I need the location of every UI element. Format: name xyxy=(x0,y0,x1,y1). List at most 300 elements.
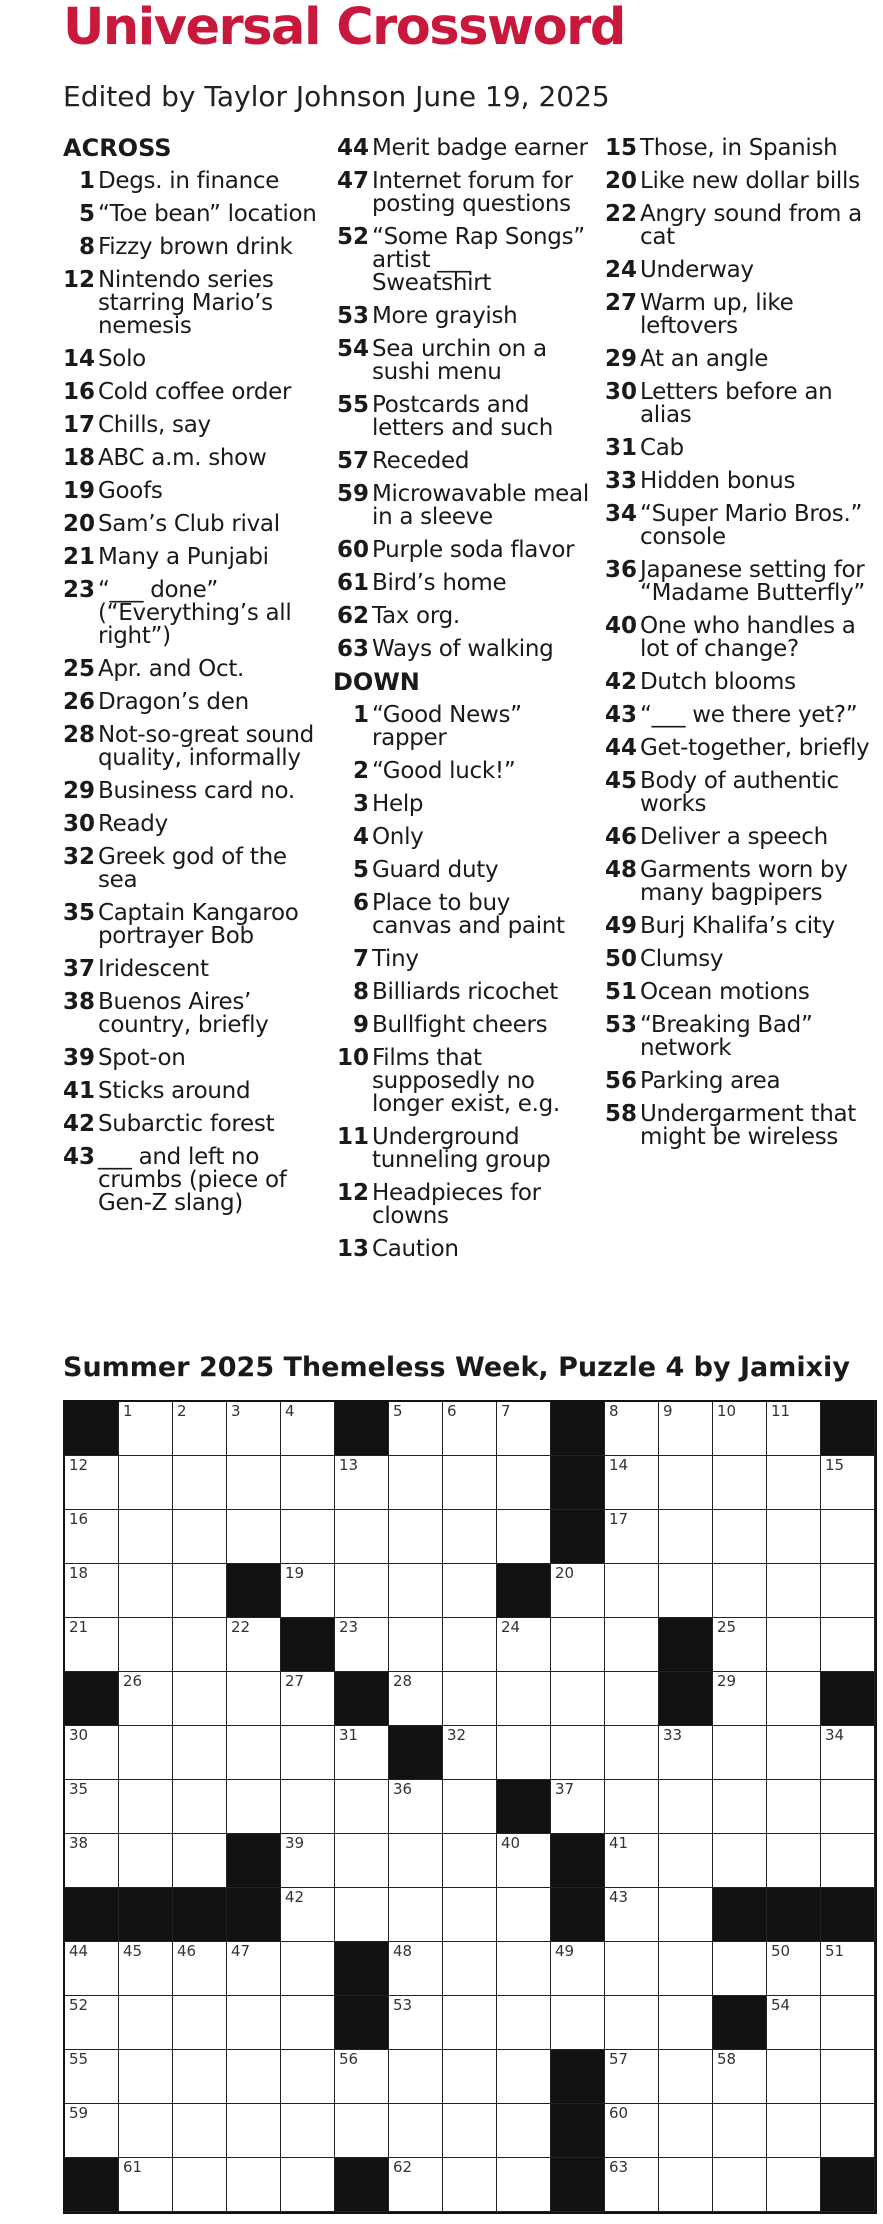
grid-cell[interactable] xyxy=(389,1618,443,1672)
clue-across[interactable] xyxy=(63,986,325,1042)
grid-cell[interactable] xyxy=(227,1618,281,1672)
grid-cell[interactable] xyxy=(821,1942,875,1996)
grid-cell[interactable] xyxy=(767,2104,821,2158)
grid-cell[interactable] xyxy=(659,1834,713,1888)
clue-across[interactable] xyxy=(333,165,595,221)
grid-cell[interactable] xyxy=(335,2104,389,2158)
puzzle-title: Summer 2025 Themeless Week, Puzzle 4 by Jamixiy xyxy=(63,1352,850,1383)
clue-text: Garments worn by many bagpipers xyxy=(640,857,848,906)
clue-down[interactable] xyxy=(601,287,871,343)
grid-cell[interactable] xyxy=(605,1456,659,1510)
grid-cell[interactable] xyxy=(389,1672,443,1726)
grid-cell[interactable] xyxy=(281,1402,335,1456)
clue-down[interactable] xyxy=(333,755,595,788)
grid-cell[interactable] xyxy=(659,1510,713,1564)
clue-across[interactable] xyxy=(63,1042,325,1075)
cell-number: 2 xyxy=(177,1402,187,1420)
grid-cell[interactable] xyxy=(443,1510,497,1564)
clue-number: 7 xyxy=(352,946,369,972)
grid-cell[interactable] xyxy=(173,2050,227,2104)
grid-cell[interactable] xyxy=(389,2158,443,2212)
grid-cell[interactable] xyxy=(119,1834,173,1888)
grid-cell-black xyxy=(551,1888,605,1942)
clue-across[interactable] xyxy=(333,478,595,534)
grid-cell[interactable] xyxy=(389,1834,443,1888)
clue-down[interactable] xyxy=(601,976,871,1009)
grid-cell[interactable] xyxy=(713,1672,767,1726)
grid-cell[interactable] xyxy=(65,1834,119,1888)
grid-cell[interactable] xyxy=(173,2104,227,2158)
clue-down[interactable] xyxy=(333,788,595,821)
grid-cell[interactable] xyxy=(767,1618,821,1672)
grid-cell[interactable] xyxy=(821,1780,875,1834)
grid-cell[interactable] xyxy=(659,1888,713,1942)
grid-cell[interactable] xyxy=(659,1564,713,1618)
grid-cell[interactable] xyxy=(281,1726,335,1780)
grid-cell[interactable] xyxy=(497,1888,551,1942)
clue-down[interactable] xyxy=(601,610,871,666)
grid-cell[interactable] xyxy=(767,2158,821,2212)
grid-cell[interactable] xyxy=(173,1780,227,1834)
clue-down[interactable] xyxy=(333,1042,595,1121)
grid-cell[interactable] xyxy=(389,1402,443,1456)
cell-number: 55 xyxy=(69,2050,89,2068)
clue-number: 47 xyxy=(336,168,369,194)
grid-cell[interactable] xyxy=(551,1942,605,1996)
grid-cell[interactable] xyxy=(119,1942,173,1996)
clue-down[interactable] xyxy=(601,910,871,943)
grid-cell[interactable] xyxy=(659,1402,713,1456)
clue-across[interactable] xyxy=(63,376,325,409)
grid-cell[interactable] xyxy=(443,1456,497,1510)
grid-cell[interactable] xyxy=(389,1564,443,1618)
grid-cell[interactable] xyxy=(65,1726,119,1780)
clue-across[interactable] xyxy=(63,1141,325,1220)
clue-number: 18 xyxy=(63,445,96,471)
grid-cell[interactable] xyxy=(497,2158,551,2212)
clue-number: 44 xyxy=(336,135,369,161)
grid-cell[interactable] xyxy=(227,1726,281,1780)
clue-across[interactable] xyxy=(333,300,595,333)
cell-number: 40 xyxy=(501,1834,521,1852)
grid-cell[interactable] xyxy=(65,1618,119,1672)
clue-down[interactable] xyxy=(601,666,871,699)
clue-number: 43 xyxy=(63,1144,96,1170)
grid-cell[interactable] xyxy=(605,1780,659,1834)
grid-cell[interactable] xyxy=(605,1672,659,1726)
grid-cell[interactable] xyxy=(497,1672,551,1726)
clue-down[interactable] xyxy=(601,198,871,254)
grid-cell[interactable] xyxy=(443,2158,497,2212)
grid-cell[interactable] xyxy=(767,1726,821,1780)
grid-cell[interactable] xyxy=(551,1672,605,1726)
grid-cell[interactable] xyxy=(227,1402,281,1456)
grid-cell[interactable] xyxy=(605,2158,659,2212)
grid-cell[interactable] xyxy=(659,2158,713,2212)
grid-cell[interactable] xyxy=(227,1942,281,1996)
grid-cell[interactable] xyxy=(821,1834,875,1888)
grid-cell[interactable] xyxy=(605,1510,659,1564)
clue-down[interactable] xyxy=(601,765,871,821)
grid-cell[interactable] xyxy=(605,1726,659,1780)
grid-cell[interactable] xyxy=(767,1996,821,2050)
grid-cell[interactable] xyxy=(227,2158,281,2212)
clue-number: 20 xyxy=(63,511,96,537)
clue-down[interactable] xyxy=(601,343,871,376)
grid-cell[interactable] xyxy=(767,1942,821,1996)
grid-cell[interactable] xyxy=(767,1510,821,1564)
cell-number: 59 xyxy=(69,2104,89,2122)
grid-cell[interactable] xyxy=(497,2104,551,2158)
clue-down[interactable] xyxy=(333,699,595,755)
grid-cell[interactable] xyxy=(767,2050,821,2104)
grid-cell[interactable] xyxy=(821,1510,875,1564)
clue-across[interactable] xyxy=(63,686,325,719)
clue-across[interactable] xyxy=(63,541,325,574)
grid-cell[interactable] xyxy=(605,1564,659,1618)
clue-text: Ways of walking xyxy=(372,636,554,662)
grid-cell[interactable] xyxy=(119,1996,173,2050)
grid-cell[interactable] xyxy=(389,1996,443,2050)
clue-column-3 xyxy=(601,132,871,1154)
grid-cell[interactable] xyxy=(335,1510,389,1564)
grid-cell[interactable] xyxy=(389,2104,443,2158)
clue-number: 33 xyxy=(604,468,637,494)
clue-number: 5 xyxy=(78,201,95,227)
clue-across[interactable] xyxy=(63,653,325,686)
grid-cell[interactable] xyxy=(767,1564,821,1618)
grid-cell[interactable] xyxy=(605,1942,659,1996)
clue-number: 37 xyxy=(63,956,96,982)
clue-across[interactable] xyxy=(63,775,325,808)
grid-cell[interactable] xyxy=(65,2104,119,2158)
grid-cell[interactable] xyxy=(389,1510,443,1564)
clue-across[interactable] xyxy=(63,1108,325,1141)
cell-number: 7 xyxy=(501,1402,511,1420)
grid-cell[interactable] xyxy=(335,2050,389,2104)
grid-cell[interactable] xyxy=(65,1456,119,1510)
clue-across[interactable] xyxy=(63,508,325,541)
clue-across[interactable] xyxy=(63,231,325,264)
grid-cell[interactable] xyxy=(389,1456,443,1510)
grid-cell[interactable] xyxy=(605,2050,659,2104)
grid-cell[interactable] xyxy=(173,1942,227,1996)
grid-cell[interactable] xyxy=(173,1510,227,1564)
grid-cell[interactable] xyxy=(443,1942,497,1996)
grid-cell[interactable] xyxy=(227,2104,281,2158)
grid-cell[interactable] xyxy=(713,2104,767,2158)
clue-text: Clumsy xyxy=(640,946,724,972)
clue-across[interactable] xyxy=(63,343,325,376)
grid-cell[interactable] xyxy=(443,1402,497,1456)
clue-down[interactable] xyxy=(601,432,871,465)
grid-cell[interactable] xyxy=(551,1726,605,1780)
grid-cell[interactable] xyxy=(659,1996,713,2050)
grid-cell[interactable] xyxy=(119,2104,173,2158)
grid-cell[interactable] xyxy=(227,1672,281,1726)
grid-cell[interactable] xyxy=(119,1510,173,1564)
clue-down[interactable] xyxy=(333,1233,595,1266)
clue-text: Many a Punjabi xyxy=(98,544,269,570)
down-heading: DOWN xyxy=(333,668,420,696)
grid-cell[interactable] xyxy=(497,1834,551,1888)
clue-text: “___ done” (“Everything’s all right”) xyxy=(98,577,292,649)
grid-cell[interactable] xyxy=(713,2158,767,2212)
grid-cell[interactable] xyxy=(659,2104,713,2158)
grid-cell[interactable] xyxy=(443,1672,497,1726)
grid-cell[interactable] xyxy=(119,1672,173,1726)
grid-cell[interactable] xyxy=(767,1780,821,1834)
grid-cell[interactable] xyxy=(659,2050,713,2104)
cell-number: 34 xyxy=(825,1726,845,1744)
grid-cell[interactable] xyxy=(659,1456,713,1510)
grid-cell[interactable] xyxy=(335,1834,389,1888)
grid-cell[interactable] xyxy=(335,1456,389,1510)
grid-cell[interactable] xyxy=(227,1456,281,1510)
clue-down[interactable] xyxy=(601,821,871,854)
grid-cell[interactable] xyxy=(443,1726,497,1780)
clue-across[interactable] xyxy=(63,719,325,775)
grid-cell[interactable] xyxy=(767,1402,821,1456)
grid-cell-black xyxy=(119,1888,173,1942)
grid-cell[interactable] xyxy=(335,1780,389,1834)
grid-cell[interactable] xyxy=(605,1402,659,1456)
grid-cell[interactable] xyxy=(119,1402,173,1456)
clue-across[interactable] xyxy=(63,198,325,231)
grid-cell[interactable] xyxy=(821,2050,875,2104)
grid-cell[interactable] xyxy=(443,1996,497,2050)
grid-cell[interactable] xyxy=(173,1618,227,1672)
grid-cell[interactable] xyxy=(65,2050,119,2104)
grid-cell[interactable] xyxy=(281,1888,335,1942)
grid-cell[interactable] xyxy=(497,1402,551,1456)
grid-cell[interactable] xyxy=(443,1564,497,1618)
grid-cell[interactable] xyxy=(443,2104,497,2158)
clue-across[interactable] xyxy=(333,221,595,300)
grid-cell[interactable] xyxy=(227,1780,281,1834)
grid-cell[interactable] xyxy=(65,1942,119,1996)
grid-cell[interactable] xyxy=(119,1780,173,1834)
grid-cell[interactable] xyxy=(173,2158,227,2212)
grid-cell[interactable] xyxy=(173,1564,227,1618)
grid-cell[interactable] xyxy=(713,1456,767,1510)
grid-cell[interactable] xyxy=(713,1618,767,1672)
grid-cell[interactable] xyxy=(281,2050,335,2104)
clue-across[interactable] xyxy=(333,333,595,389)
grid-cell[interactable] xyxy=(173,1834,227,1888)
clue-across[interactable] xyxy=(333,445,595,478)
grid-cell[interactable] xyxy=(605,1618,659,1672)
grid-cell[interactable] xyxy=(65,1996,119,2050)
grid-cell[interactable] xyxy=(713,1510,767,1564)
cell-number: 60 xyxy=(609,2104,629,2122)
grid-cell[interactable] xyxy=(389,1888,443,1942)
grid-cell[interactable] xyxy=(173,1456,227,1510)
grid-cell[interactable] xyxy=(65,1564,119,1618)
clue-down[interactable] xyxy=(601,1098,871,1154)
grid-cell[interactable] xyxy=(65,1780,119,1834)
clue-across[interactable] xyxy=(63,841,325,897)
grid-cell[interactable] xyxy=(713,1564,767,1618)
clue-number: 40 xyxy=(604,613,637,639)
grid-cell[interactable] xyxy=(119,2158,173,2212)
cell-number: 31 xyxy=(339,1726,359,1744)
clue-across[interactable] xyxy=(333,600,595,633)
clue-down[interactable] xyxy=(333,887,595,943)
grid-cell[interactable] xyxy=(713,1726,767,1780)
grid-cell[interactable] xyxy=(443,2050,497,2104)
grid-cell[interactable] xyxy=(227,2050,281,2104)
grid-cell[interactable] xyxy=(227,1996,281,2050)
grid-cell[interactable] xyxy=(551,1780,605,1834)
grid-cell[interactable] xyxy=(821,2104,875,2158)
clue-number: 12 xyxy=(336,1180,369,1206)
grid-cell[interactable] xyxy=(389,1942,443,1996)
grid-cell[interactable] xyxy=(281,2104,335,2158)
grid-cell[interactable] xyxy=(713,1780,767,1834)
grid-cell[interactable] xyxy=(821,1618,875,1672)
clue-down[interactable] xyxy=(333,821,595,854)
grid-cell[interactable] xyxy=(767,1672,821,1726)
grid-cell[interactable] xyxy=(119,1456,173,1510)
grid-cell[interactable] xyxy=(119,2050,173,2104)
grid-cell[interactable] xyxy=(443,1888,497,1942)
clue-down[interactable] xyxy=(601,165,871,198)
grid-cell[interactable] xyxy=(173,1402,227,1456)
grid-cell[interactable] xyxy=(335,1726,389,1780)
clue-down[interactable] xyxy=(333,943,595,976)
grid-cell[interactable] xyxy=(659,1780,713,1834)
grid-cell[interactable] xyxy=(227,1510,281,1564)
grid-cell[interactable] xyxy=(497,2050,551,2104)
grid-cell[interactable] xyxy=(335,1888,389,1942)
grid-cell[interactable] xyxy=(605,2104,659,2158)
clue-down[interactable] xyxy=(333,854,595,887)
clue-across[interactable] xyxy=(63,165,325,198)
grid-cell[interactable] xyxy=(443,1618,497,1672)
grid-cell[interactable] xyxy=(497,1618,551,1672)
grid-cell[interactable] xyxy=(713,2050,767,2104)
grid-cell[interactable] xyxy=(65,1510,119,1564)
clue-across[interactable] xyxy=(63,808,325,841)
grid-cell[interactable] xyxy=(173,1726,227,1780)
grid-cell[interactable] xyxy=(281,2158,335,2212)
grid-cell[interactable] xyxy=(821,1564,875,1618)
grid-cell[interactable] xyxy=(497,1510,551,1564)
clue-down[interactable] xyxy=(601,498,871,554)
clue-down[interactable] xyxy=(601,854,871,910)
grid-cell[interactable] xyxy=(821,1456,875,1510)
grid-cell[interactable] xyxy=(497,1942,551,1996)
clue-down[interactable] xyxy=(601,132,871,165)
clue-across[interactable] xyxy=(63,442,325,475)
clue-across[interactable] xyxy=(333,132,595,165)
clue-down[interactable] xyxy=(333,1177,595,1233)
grid-cell[interactable] xyxy=(551,1618,605,1672)
grid-cell[interactable] xyxy=(281,1456,335,1510)
clue-text: Angry sound from a cat xyxy=(640,201,862,250)
grid-cell[interactable] xyxy=(497,1456,551,1510)
grid-cell[interactable] xyxy=(281,1996,335,2050)
grid-cell[interactable] xyxy=(389,1780,443,1834)
grid-cell[interactable] xyxy=(767,1834,821,1888)
grid-cell[interactable] xyxy=(767,1456,821,1510)
clue-across[interactable] xyxy=(63,574,325,653)
clue-down[interactable] xyxy=(601,554,871,610)
clue-down[interactable] xyxy=(333,976,595,1009)
clue-number: 54 xyxy=(336,336,369,362)
clue-down[interactable] xyxy=(601,254,871,287)
clue-down[interactable] xyxy=(601,732,871,765)
grid-cell[interactable] xyxy=(713,1402,767,1456)
grid-cell[interactable] xyxy=(335,1618,389,1672)
grid-cell[interactable] xyxy=(119,1564,173,1618)
grid-cell[interactable] xyxy=(443,1834,497,1888)
grid-cell[interactable] xyxy=(173,1996,227,2050)
clue-number: 19 xyxy=(63,478,96,504)
clue-across[interactable] xyxy=(333,633,595,666)
grid-cell[interactable] xyxy=(659,1942,713,1996)
grid-cell[interactable] xyxy=(821,1996,875,2050)
cell-number: 9 xyxy=(663,1402,673,1420)
grid-cell[interactable] xyxy=(281,1510,335,1564)
clue-across[interactable] xyxy=(333,389,595,445)
grid-cell[interactable] xyxy=(497,1996,551,2050)
grid-cell[interactable] xyxy=(281,1672,335,1726)
grid-cell[interactable] xyxy=(281,1564,335,1618)
clue-down[interactable] xyxy=(601,699,871,732)
clue-down[interactable] xyxy=(601,943,871,976)
grid-cell[interactable] xyxy=(605,1834,659,1888)
grid-cell[interactable] xyxy=(659,1726,713,1780)
grid-cell[interactable] xyxy=(713,1834,767,1888)
clue-down[interactable] xyxy=(601,1065,871,1098)
grid-cell[interactable] xyxy=(119,1618,173,1672)
clue-down[interactable] xyxy=(333,1121,595,1177)
grid-cell[interactable] xyxy=(713,1942,767,1996)
clue-across[interactable] xyxy=(333,567,595,600)
clue-down[interactable] xyxy=(601,465,871,498)
grid-cell[interactable] xyxy=(119,1726,173,1780)
grid-cell-black xyxy=(335,1942,389,1996)
clue-across[interactable] xyxy=(63,1075,325,1108)
grid-cell[interactable] xyxy=(281,1834,335,1888)
grid-cell[interactable] xyxy=(443,1780,497,1834)
grid-cell[interactable] xyxy=(605,1888,659,1942)
clue-across[interactable] xyxy=(63,264,325,343)
clue-number: 41 xyxy=(63,1078,96,1104)
clue-across[interactable] xyxy=(63,953,325,986)
clue-down[interactable] xyxy=(333,1009,595,1042)
grid-cell[interactable] xyxy=(281,1780,335,1834)
grid-cell[interactable] xyxy=(551,1564,605,1618)
clue-across[interactable] xyxy=(63,897,325,953)
clue-text: Captain Kangaroo portrayer Bob xyxy=(98,900,299,949)
grid-cell[interactable] xyxy=(605,1996,659,2050)
grid-cell[interactable] xyxy=(821,1726,875,1780)
grid-cell[interactable] xyxy=(335,1564,389,1618)
grid-cell[interactable] xyxy=(281,1942,335,1996)
clue-across[interactable] xyxy=(63,475,325,508)
grid-cell[interactable] xyxy=(497,1726,551,1780)
grid-cell[interactable] xyxy=(173,1672,227,1726)
clue-across[interactable] xyxy=(63,409,325,442)
grid-cell[interactable] xyxy=(389,2050,443,2104)
grid-cell[interactable] xyxy=(551,1996,605,2050)
clue-across[interactable] xyxy=(333,534,595,567)
clue-down[interactable] xyxy=(601,1009,871,1065)
clue-down[interactable] xyxy=(601,376,871,432)
